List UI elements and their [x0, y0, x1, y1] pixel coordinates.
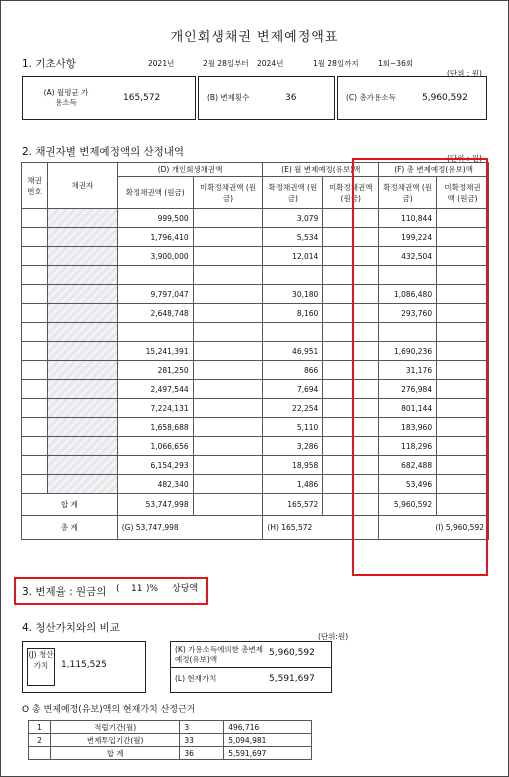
avg-income-label: (A) 월평균 가용소득 [43, 88, 89, 107]
pv-sum-label: 합 계 [50, 747, 179, 760]
creditor-name-redacted [47, 380, 117, 399]
comparison-divider [171, 667, 331, 668]
col-group-f: (F) 총 변제예정(유보)액 [379, 163, 489, 177]
document-title: 개인회생채권 변제예정액표 [170, 30, 339, 45]
cell-e-confirmed: 12,014 [263, 247, 323, 266]
cell-e-confirmed: 5,110 [263, 418, 323, 437]
subtotal-e: 165,572 [263, 494, 323, 516]
creditor-name-redacted [47, 266, 117, 285]
period-to-year: 2024년 [257, 59, 284, 68]
repay-count-box [198, 76, 335, 120]
cell-f-confirmed: 118,296 [379, 437, 437, 456]
l-value: 5,591,697 [269, 674, 315, 684]
cell-d-confirmed: 482,340 [117, 475, 193, 494]
cell-e-confirmed: 3,079 [263, 209, 323, 228]
cell-f-confirmed: 682,488 [379, 456, 437, 475]
pv-sum-value: 5,591,697 [224, 747, 312, 760]
total-income-box [337, 76, 487, 120]
cell-e-confirmed: 46,951 [263, 342, 323, 361]
cell-d-confirmed [117, 323, 193, 342]
col-d-unconfirmed: 미확정채권액 (원금) [193, 177, 263, 209]
col-d-confirmed: 확정채권액 (원금) [117, 177, 193, 209]
cell-f-confirmed: 432,504 [379, 247, 437, 266]
section2-unit: (단위 : 원) [447, 154, 482, 163]
pv-row-label: 적립기간(월) [50, 721, 179, 734]
subtotal-label: 합 계 [22, 494, 118, 516]
col-creditor-no: 채권 번호 [22, 163, 48, 209]
section5-heading: O 총 변제예정(유보)액의 현재가치 산정근거 [22, 705, 196, 715]
cell-d-confirmed: 1,066,656 [117, 437, 193, 456]
cell-e-confirmed: 5,534 [263, 228, 323, 247]
avg-income-box [22, 76, 196, 120]
cell-d-confirmed: 281,250 [117, 361, 193, 380]
pv-row-months: 3 [180, 721, 224, 734]
table-row [29, 721, 312, 734]
creditor-name-redacted [47, 228, 117, 247]
subtotal-d: 53,747,998 [117, 494, 193, 516]
section1-heading: 1. 기초사항 [22, 58, 76, 70]
cell-f-confirmed: 1,690,236 [379, 342, 437, 361]
section3-heading: 3. 변제율 : 원금의 [22, 586, 107, 598]
rate-tail: 상당액 [172, 584, 199, 594]
cell-e-confirmed: 8,160 [263, 304, 323, 323]
rate-paren-close: )% [146, 584, 159, 594]
pv-row-label: 변제투입기간(월) [50, 734, 179, 747]
cell-d-confirmed: 2,648,748 [117, 304, 193, 323]
repay-rate-value: 11 [131, 584, 143, 594]
col-group-d: (D) 개인회생채권액 [117, 163, 263, 177]
cell-f-confirmed: 276,984 [379, 380, 437, 399]
creditor-name-redacted [47, 437, 117, 456]
total-d: (G) 53,747,998 [117, 516, 263, 540]
cell-d-confirmed: 2,497,544 [117, 380, 193, 399]
creditor-name-redacted [47, 247, 117, 266]
cell-e-confirmed [263, 266, 323, 285]
cell-e-confirmed: 3,286 [263, 437, 323, 456]
cell-d-confirmed: 999,500 [117, 209, 193, 228]
cell-f-confirmed: 199,224 [379, 228, 437, 247]
cell-f-confirmed: 293,760 [379, 304, 437, 323]
total-label: 총 계 [22, 516, 118, 540]
k-value: 5,960,592 [269, 648, 315, 658]
cell-d-confirmed: 3,900,000 [117, 247, 193, 266]
pv-row-value: 496,716 [224, 721, 312, 734]
liquidation-value: 1,115,525 [61, 660, 107, 670]
cell-f-confirmed: 801,144 [379, 399, 437, 418]
creditor-name-redacted [47, 456, 117, 475]
repay-count-value: 36 [285, 93, 297, 103]
total-f: (I) 5,960,592 [379, 516, 489, 540]
liquidation-label: (J) 청산 가치 [27, 648, 55, 686]
total-income-label: (C) 총가용소득 [346, 93, 396, 102]
cell-d-confirmed: 9,797,047 [117, 285, 193, 304]
section4-unit: (단위:원) [318, 632, 349, 641]
cell-d-confirmed: 6,154,293 [117, 456, 193, 475]
creditor-name-redacted [47, 323, 117, 342]
table-row [29, 734, 312, 747]
col-group-e: (E) 월 변제예정(유보)액 [263, 163, 379, 177]
creditor-name-redacted [47, 304, 117, 323]
creditor-name-redacted [47, 209, 117, 228]
avg-income-value: 165,572 [123, 93, 161, 103]
cell-e-confirmed: 18,958 [263, 456, 323, 475]
creditor-name-redacted [47, 342, 117, 361]
cell-f-confirmed: 1,086,480 [379, 285, 437, 304]
cell-e-confirmed: 1,486 [263, 475, 323, 494]
k-label: (K) 가용소득에의한 총변제예정(유보)액 [175, 645, 263, 664]
section1-unit: (단위 : 원) [447, 69, 482, 78]
pv-row-no: 1 [29, 721, 51, 734]
creditor-name-redacted [47, 475, 117, 494]
total-income-value: 5,960,592 [422, 93, 468, 103]
cell-d-confirmed: 1,658,688 [117, 418, 193, 437]
cell-d-confirmed: 1,796,410 [117, 228, 193, 247]
cell-d-confirmed: 7,224,131 [117, 399, 193, 418]
cell-e-confirmed [263, 323, 323, 342]
l-label: (L) 현재가치 [175, 674, 217, 683]
highlight-column-f [352, 158, 488, 576]
cell-f-confirmed: 183,960 [379, 418, 437, 437]
period-to-md: 1월 28일까지 [313, 59, 359, 68]
col-e-unconfirmed: 미확정채권액 (원금) [323, 177, 379, 209]
period-from-year: 2021년 [148, 59, 175, 68]
pv-row-no: 2 [29, 734, 51, 747]
col-creditor: 채권자 [47, 163, 117, 209]
cell-e-confirmed: 866 [263, 361, 323, 380]
period-from-md: 2월 28일부터 [203, 59, 249, 68]
present-value-table [28, 720, 312, 760]
col-e-confirmed: 확정채권액 (원금) [263, 177, 323, 209]
creditor-name-redacted [47, 361, 117, 380]
col-f-confirmed: 확정채권액 (원금) [379, 177, 437, 209]
liquidation-value-box [22, 641, 146, 693]
col-f-unconfirmed: 미확정채권액 (원금) [437, 177, 489, 209]
cell-e-confirmed: 22,254 [263, 399, 323, 418]
creditor-name-redacted [47, 418, 117, 437]
section4-heading: 4. 청산가치와의 비교 [22, 622, 120, 634]
cell-d-confirmed [117, 266, 193, 285]
creditor-name-redacted [47, 285, 117, 304]
subtotal-f: 5,960,592 [379, 494, 437, 516]
creditor-name-redacted [47, 399, 117, 418]
cell-d-confirmed: 15,241,391 [117, 342, 193, 361]
rate-paren-open: ( [116, 584, 120, 594]
total-e: (H) 165,572 [263, 516, 379, 540]
cell-f-confirmed: 110,844 [379, 209, 437, 228]
cell-e-confirmed: 30,180 [263, 285, 323, 304]
section2-heading: 2. 채권자별 변제예정액의 산정내역 [22, 146, 185, 158]
pv-row-months: 33 [180, 734, 224, 747]
comparison-box [170, 641, 332, 693]
repay-count-label: (B) 변제횟수 [207, 93, 250, 102]
period-rounds: 1회~36회 [378, 59, 414, 68]
cell-e-confirmed: 7,694 [263, 380, 323, 399]
cell-f-confirmed: 53,496 [379, 475, 437, 494]
pv-sum-months: 36 [180, 747, 224, 760]
pv-sum-row [29, 747, 312, 760]
cell-f-confirmed: 31,176 [379, 361, 437, 380]
pv-row-value: 5,094,981 [224, 734, 312, 747]
